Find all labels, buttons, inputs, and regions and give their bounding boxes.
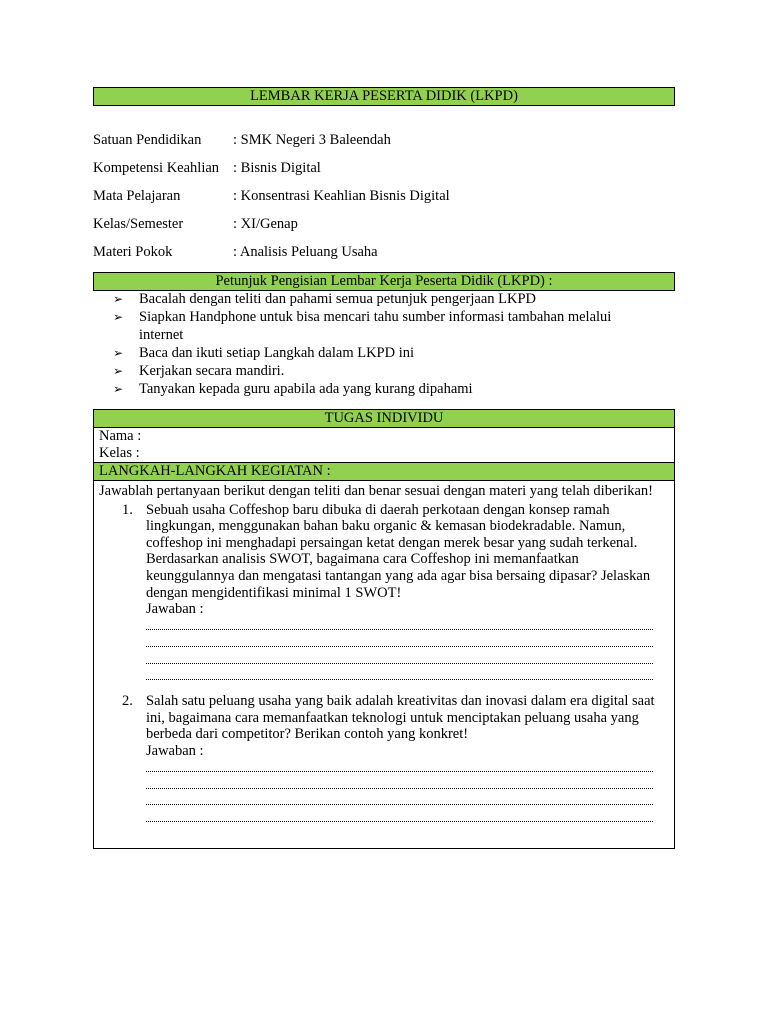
instruction-item (113, 380, 653, 398)
instruction-text: Siapkan Handphone untuk bisa mencari tahu sumber informasi tambahan melalui internet (139, 309, 612, 343)
identity-label: Mata Pelajaran (93, 188, 181, 204)
task-heading: TUGAS INDIVIDU (94, 410, 674, 428)
answer-label: Jawaban : (146, 601, 204, 618)
instruction-text: Tanyakan kepada guru apabila ada yang kurang dipahami (139, 381, 473, 397)
question-item (99, 502, 669, 685)
identity-value: : Bisnis Digital (233, 160, 321, 176)
instruction-item (113, 344, 653, 362)
steps-heading: LANGKAH-LANGKAH KEGIATAN : (94, 463, 674, 481)
instruction-item (113, 362, 653, 380)
class-field[interactable]: Kelas : (99, 445, 140, 461)
answer-line[interactable] (146, 772, 653, 789)
identity-row (93, 130, 673, 158)
instruction-item (113, 308, 653, 344)
arrow-bullet-icon: ➢ (113, 364, 124, 378)
identity-label: Materi Pokok (93, 244, 173, 260)
identity-row (93, 186, 673, 214)
identity-value: : SMK Negeri 3 Baleendah (233, 132, 391, 148)
instruction-text: Kerjakan secara mandiri. (139, 363, 285, 379)
arrow-bullet-icon: ➢ (113, 310, 124, 324)
identity-value: : Analisis Peluang Usaha (233, 244, 378, 260)
student-fields (94, 428, 674, 463)
answer-label: Jawaban : (146, 742, 204, 759)
instruction-item (113, 290, 653, 308)
identity-row (93, 214, 673, 242)
answer-line[interactable] (146, 789, 653, 806)
question-number: 1. (122, 501, 133, 518)
instruction-text: Baca dan ikuti setiap Langkah dalam LKPD ini (139, 345, 415, 361)
identity-row (93, 242, 673, 270)
identity-block (93, 130, 673, 270)
answer-line[interactable] (146, 630, 653, 647)
question-text: Salah satu peluang usaha yang baik adalah kreativitas dan inovasi dalam era digital saat ini, bagaimana cara memanfaatkan teknologi untuk menciptakan peluang usaha yang berbeda dari competitor? Berikan contoh yang konkret! (146, 693, 655, 743)
instructions-heading: Petunjuk Pengisian Lembar Kerja Peserta Didik (LKPD) : (93, 272, 675, 291)
arrow-bullet-icon: ➢ (113, 292, 124, 306)
arrow-bullet-icon: ➢ (113, 346, 124, 360)
individual-task-box (93, 409, 675, 849)
answer-line[interactable] (146, 756, 653, 773)
answer-line[interactable] (146, 647, 653, 664)
question-number: 2. (122, 693, 133, 710)
task-intro: Jawablah pertanyaan berikut dengan teliti dan benar sesuai dengan materi yang telah diberikan! (99, 483, 654, 499)
identity-value: : XI/Genap (233, 216, 298, 232)
arrow-bullet-icon: ➢ (113, 382, 124, 396)
identity-label: Satuan Pendidikan (93, 132, 202, 148)
question-item (99, 693, 669, 826)
answer-line[interactable] (146, 614, 653, 631)
identity-label: Kompetensi Keahlian (93, 160, 220, 176)
instructions-list (113, 290, 653, 398)
identity-value: : Konsentrasi Keahlian Bisnis Digital (233, 188, 450, 204)
identity-label: Kelas/Semester (93, 216, 184, 232)
answer-line[interactable] (146, 805, 653, 822)
answer-line[interactable] (146, 664, 653, 681)
question-text: Sebuah usaha Coffeshop baru dibuka di daerah perkotaan dengan konsep ramah lingkungan, menggunakan bahan baku organic & kemasan biodekradable. Namun, coffeshop ini menghadapi persaingan ketat dengan merek besar yang sudah terkenal. Berdasarkan analisis SWOT, bagaimana cara Coffeshop ini memanfaatkan keunggulannya dan mengatasi tantangan yang ada agar bisa bersaing dipasar? Jelaskan dengan mengidentifikasi minimal 1 SWOT! (146, 501, 651, 601)
task-body (94, 481, 674, 826)
document-title: LEMBAR KERJA PESERTA DIDIK (LKPD) (93, 87, 675, 106)
identity-row (93, 158, 673, 186)
name-field[interactable]: Nama : (99, 428, 142, 444)
instruction-text: Bacalah dengan teliti dan pahami semua petunjuk pengerjaan LKPD (139, 291, 537, 307)
